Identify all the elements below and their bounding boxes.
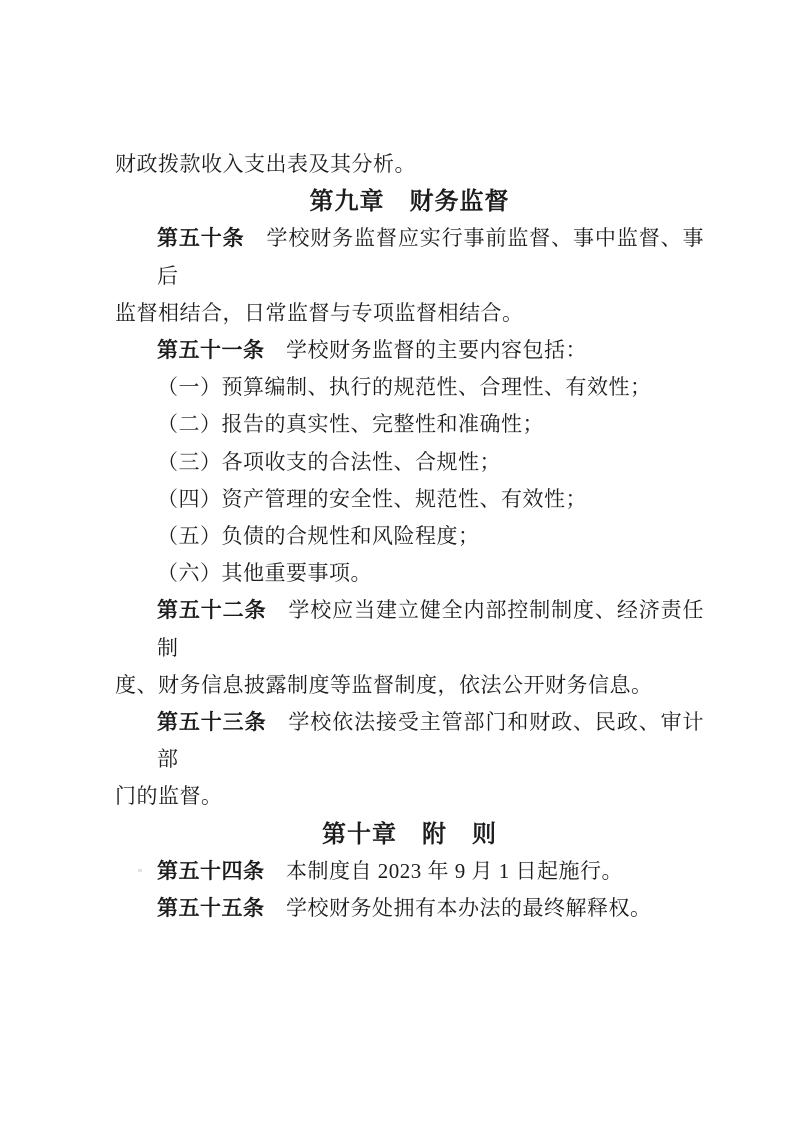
line-text: （五）负债的合规性和风险程度； xyxy=(157,524,480,549)
article-55-line xyxy=(115,890,704,927)
scan-artifact-speck xyxy=(138,869,142,872)
article-50-line-2 xyxy=(115,295,704,332)
line-text: 学校财务处拥有本办法的最终解释权。 xyxy=(264,896,652,921)
article-51-item-5 xyxy=(115,518,704,555)
line-text: （二）报告的真实性、完整性和准确性； xyxy=(157,412,544,437)
line-text: 本制度自 2023 年 9 月 1 日起施行。 xyxy=(264,858,623,883)
article-52-line-2 xyxy=(115,667,704,704)
line-text: （三）各项收支的合法性、合规性； xyxy=(157,449,501,474)
line-text: 财政拨款收入支出表及其分析。 xyxy=(115,152,416,176)
article-number: 第五十条 xyxy=(157,226,245,251)
line-text: 学校财务监督的主要内容包括： xyxy=(264,338,587,363)
article-number: 第五十四条 xyxy=(157,858,265,883)
article-54-line xyxy=(115,853,704,890)
article-51-item-4 xyxy=(115,481,704,518)
article-51-item-2 xyxy=(115,406,704,443)
heading-text: 第九章 财务监督 xyxy=(309,188,510,216)
line-text: 门的监督。 xyxy=(115,784,223,809)
line-text: （一）预算编制、执行的规范性、合理性、有效性； xyxy=(157,375,652,400)
document-body xyxy=(115,146,704,927)
chapter-10-heading xyxy=(115,816,704,853)
line-text: 学校依法接受主管部门和财政、民政、审计部 xyxy=(157,710,705,772)
article-number: 第五十三条 xyxy=(157,710,267,735)
line-text: 度、财务信息披露制度等监督制度，依法公开财务信息。 xyxy=(115,672,653,697)
continuation-line xyxy=(115,146,704,183)
article-number: 第五十二条 xyxy=(157,598,267,623)
article-51-item-6 xyxy=(115,555,704,592)
heading-text: 第十章 附 则 xyxy=(322,820,497,848)
article-51-item-3 xyxy=(115,444,704,481)
article-number: 第五十五条 xyxy=(157,896,265,921)
article-53-line-1 xyxy=(115,704,704,778)
article-number: 第五十一条 xyxy=(157,338,265,363)
article-51-lead-line xyxy=(115,332,704,369)
article-53-line-2 xyxy=(115,778,704,815)
line-text: （六）其他重要事项。 xyxy=(157,561,372,586)
line-text: 学校财务监督应实行事前监督、事中监督、事后 xyxy=(157,226,705,288)
article-51-item-1 xyxy=(115,369,704,406)
article-52-line-1 xyxy=(115,592,704,666)
article-50-line-1 xyxy=(115,220,704,294)
line-text: 学校应当建立健全内部控制制度、经济责任制 xyxy=(157,598,705,660)
chapter-9-heading xyxy=(115,183,704,220)
line-text: 监督相结合，日常监督与专项监督相结合。 xyxy=(115,300,524,325)
line-text: （四）资产管理的安全性、规范性、有效性； xyxy=(157,486,587,511)
